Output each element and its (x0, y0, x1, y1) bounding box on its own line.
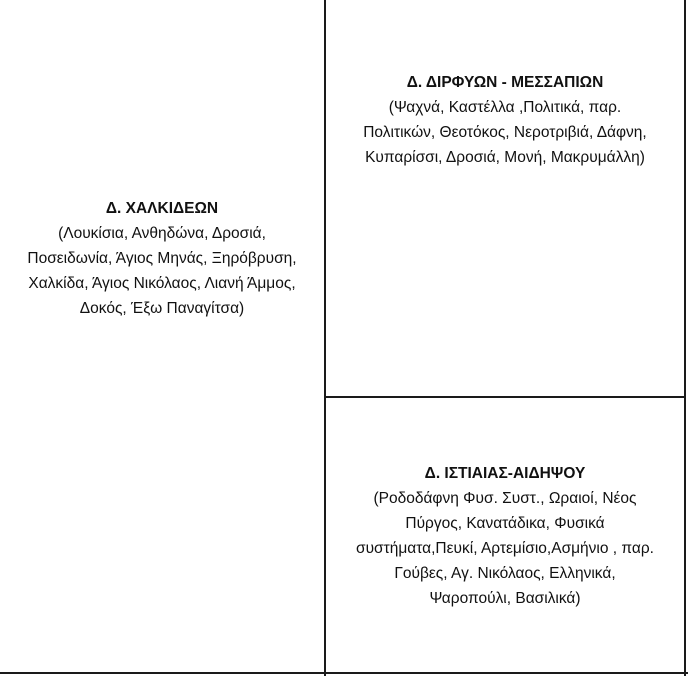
row-divider (325, 396, 686, 398)
cell-chalkideon (0, 196, 324, 321)
cell-text-line: (Ψαχνά, Καστέλλα ,Πολιτικά, παρ. (388, 99, 622, 116)
cell-text-line: Ψαροπούλι, Βασιλικά) (429, 590, 581, 607)
cell-text-line: Γούβες, Αγ. Νικόλαος, Ελληνικά, (394, 565, 616, 582)
cell-text-line: (Λουκίσια, Ανθηδώνα, Δροσιά, (58, 225, 266, 242)
cell-text-line: (Ροδοδάφνη Φυσ. Συστ., Ωραιοί, Νέος (373, 490, 637, 507)
cell-istiaias-aidipsou (326, 461, 684, 611)
cell-dirfyon-messapion (326, 70, 684, 170)
cell-text-line: Πύργος, Κανατάδικα, Φυσικά (405, 515, 605, 532)
cell-text-line: Κυπαρίσσι, Δροσιά, Μονή, Μακρυμάλλη) (365, 149, 645, 166)
right-border (684, 0, 686, 676)
cell-text-line: Δοκός, Έξω Παναγίτσα) (79, 300, 245, 317)
cell-text-line: Πολιτικών, Θεοτόκος, Νεροτριβιά, Δάφνη, (363, 124, 647, 141)
cell-heading: Δ. ΧΑΛΚΙΔΕΩΝ (105, 200, 219, 217)
cell-text-line: συστήματα,Πευκί, Αρτεμίσιο,Ασμήνιο , παρ. (356, 540, 654, 557)
cell-heading: Δ. ΔΙΡΦΥΩΝ - ΜΕΣΣΑΠΙΩΝ (406, 74, 604, 91)
cell-text-line: Χαλκίδα, Άγιος Νικόλαος, Λιανή Άμμος, (28, 275, 296, 292)
cell-text-line: Ποσειδωνία, Άγιος Μηνάς, Ξηρόβρυση, (27, 250, 297, 267)
cell-heading: Δ. ΙΣΤΙΑΙΑΣ-ΑΙΔΗΨΟΥ (424, 465, 586, 482)
bottom-border (0, 672, 688, 674)
